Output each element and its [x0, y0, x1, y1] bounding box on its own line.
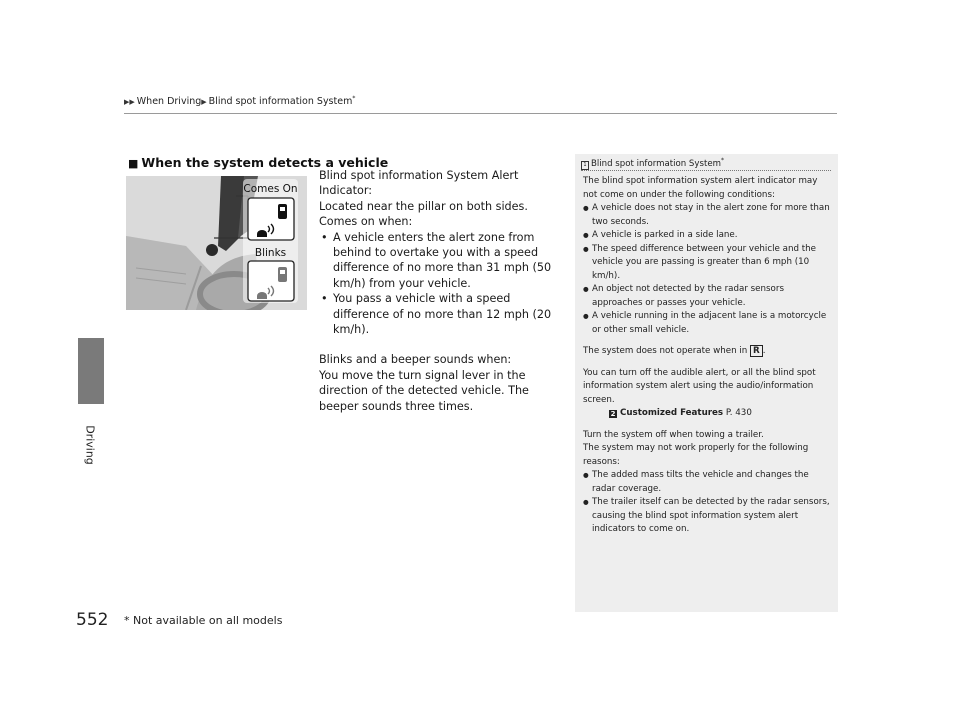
header-divider [124, 113, 837, 114]
cross-reference-link[interactable]: 2 Customized Features P. 430 [610, 408, 752, 418]
note-icon: 1 [581, 161, 589, 170]
breadcrumb-asterisk: * [352, 95, 356, 102]
note-conditions-list [583, 202, 831, 337]
note-divider [581, 170, 831, 171]
chapter-label: Driving [83, 425, 97, 465]
blind-spot-indicator-illustration [126, 176, 307, 310]
note-text: The blind spot information system alert indicator may not come on under the following conditions: [583, 176, 818, 200]
breadcrumb-arrow-icon: ▶▶ [124, 98, 135, 107]
footnote: * Not available on all models [124, 614, 283, 627]
list-item: • A vehicle enters the alert zone from behind to overtake you with a speed difference of no more than 31 mph (50 km/h) from your vehicle. [319, 230, 559, 292]
list-item: ● A vehicle is parked in a side lane. [583, 229, 831, 243]
list-item: ● A vehicle running in the adjacent lane is a motorcycle or other small vehicle. [583, 310, 831, 337]
body-text: Blind spot information System Alert Indicator: [319, 169, 519, 198]
note-text: The system may not work properly for the following reasons: [583, 443, 809, 467]
illustration-label-comes-on: Comes On [243, 183, 298, 195]
page-number: 552 [76, 610, 109, 630]
section-body [319, 168, 559, 414]
list-item: ● A vehicle does not stay in the alert zone for more than two seconds. [583, 202, 831, 229]
body-text: Blinks and a beeper sounds when: [319, 353, 512, 367]
breadcrumb [124, 95, 355, 107]
note-title: 1 Blind spot information System* [581, 157, 724, 170]
reverse-gear-icon: R [750, 345, 763, 357]
heading-square-icon: ■ [128, 157, 139, 170]
list-item: ● An object not detected by the radar sensors approaches or passes your vehicle. [583, 283, 831, 310]
note-body [583, 175, 831, 537]
list-item: ● The added mass tilts the vehicle and changes the radar coverage. [583, 469, 831, 496]
body-text: Located near the pillar on both sides. [319, 199, 528, 213]
comes-on-conditions-list [319, 230, 559, 338]
illustration-label-blinks: Blinks [254, 247, 287, 259]
list-item: ● The speed difference between your vehicle and the vehicle you are passing is greater than 6 mph (10 km/h). [583, 243, 831, 284]
chapter-tab-marker [78, 338, 104, 404]
list-item: ● The trailer itself can be detected by the radar sensors, causing the blind spot information system alert indicators to come on. [583, 496, 831, 537]
note-text: You can turn off the audible alert, or all the blind spot information system alert using the audio/information screen. [583, 367, 816, 405]
cross-reference-icon: 2 [610, 410, 616, 418]
note-text: The system does not operate when in R . [583, 346, 766, 356]
section-heading: ■ When the system detects a vehicle [128, 155, 389, 170]
breadcrumb-item-blind-spot[interactable]: Blind spot information System [208, 96, 353, 108]
list-item: • You pass a vehicle with a speed difference of no more than 12 mph (20 km/h). [319, 291, 559, 337]
vehicle-icon [278, 267, 287, 282]
towing-reasons-list [583, 469, 831, 537]
vehicle-icon [278, 204, 287, 219]
body-text: You move the turn signal lever in the direction of the detected vehicle. The beeper sounds three times. [319, 368, 529, 413]
breadcrumb-item-when-driving[interactable]: When Driving [136, 96, 202, 108]
note-text: Turn the system off when towing a trailer. [583, 429, 764, 440]
breadcrumb-arrow-icon: ▶ [201, 98, 207, 107]
body-text: Comes on when: [319, 215, 413, 229]
